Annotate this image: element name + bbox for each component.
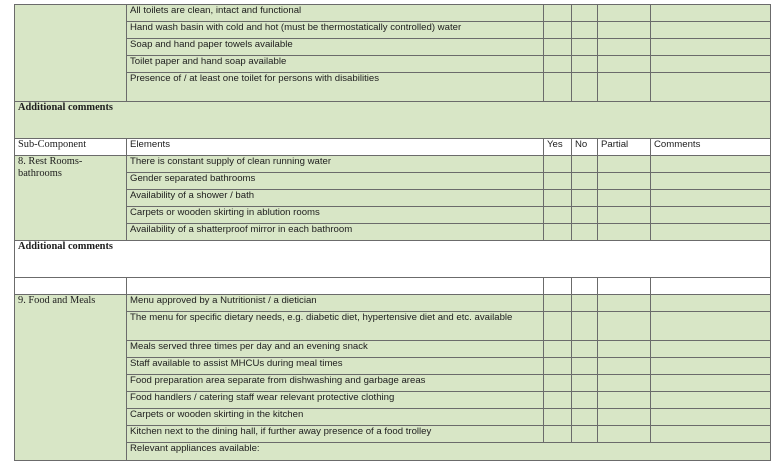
- no-cell[interactable]: [572, 156, 598, 173]
- partial-cell[interactable]: [598, 295, 651, 312]
- no-cell[interactable]: [572, 56, 598, 73]
- no-cell[interactable]: [572, 358, 598, 375]
- comments-cell[interactable]: [651, 341, 771, 358]
- additional-comments-label: Additional comments: [18, 102, 113, 113]
- table-row: [15, 409, 771, 426]
- table-row: [15, 39, 771, 56]
- comments-cell[interactable]: [651, 156, 771, 173]
- yes-cell[interactable]: [544, 39, 572, 56]
- partial-cell[interactable]: [598, 409, 651, 426]
- yes-cell[interactable]: [544, 358, 572, 375]
- comments-cell[interactable]: [651, 375, 771, 392]
- partial-cell[interactable]: [598, 358, 651, 375]
- spacer-cell: [544, 278, 572, 295]
- element-cell: Presence of / at least one toilet for persons with disabilities: [127, 73, 544, 102]
- table-row: [15, 358, 771, 375]
- yes-cell[interactable]: [544, 409, 572, 426]
- comments-cell[interactable]: [651, 39, 771, 56]
- partial-cell[interactable]: [598, 190, 651, 207]
- table-header-row: [15, 139, 771, 156]
- comments-cell[interactable]: [651, 56, 771, 73]
- yes-cell[interactable]: [544, 73, 572, 102]
- additional-comments-row: [15, 241, 771, 278]
- assessment-checklist-table: [14, 4, 771, 461]
- partial-cell[interactable]: [598, 22, 651, 39]
- table-row: [15, 190, 771, 207]
- table-row: [15, 375, 771, 392]
- yes-cell[interactable]: [544, 56, 572, 73]
- spacer-cell: [15, 278, 127, 295]
- sub-component-food: 9. Food and Meals: [15, 295, 127, 461]
- element-cell: Menu approved by a Nutritionist / a dietician: [127, 295, 544, 312]
- element-cell: Toilet paper and hand soap available: [127, 56, 544, 73]
- spacer-cell: [651, 278, 771, 295]
- comments-cell[interactable]: [651, 173, 771, 190]
- yes-cell[interactable]: [544, 173, 572, 190]
- element-cell: Relevant appliances available:: [127, 443, 771, 461]
- partial-cell[interactable]: [598, 375, 651, 392]
- element-cell: Meals served three times per day and an evening snack: [127, 341, 544, 358]
- header-elements: Elements: [127, 139, 544, 156]
- partial-cell[interactable]: [598, 39, 651, 56]
- comments-cell[interactable]: [651, 295, 771, 312]
- element-cell: Availability of a shower / bath: [127, 190, 544, 207]
- element-cell: Gender separated bathrooms: [127, 173, 544, 190]
- yes-cell[interactable]: [544, 312, 572, 341]
- yes-cell[interactable]: [544, 207, 572, 224]
- table-row: [15, 295, 771, 312]
- partial-cell[interactable]: [598, 341, 651, 358]
- partial-cell[interactable]: [598, 73, 651, 102]
- yes-cell[interactable]: [544, 375, 572, 392]
- spacer-cell: [127, 278, 544, 295]
- partial-cell[interactable]: [598, 392, 651, 409]
- element-cell: Carpets or wooden skirting in ablution rooms: [127, 207, 544, 224]
- no-cell[interactable]: [572, 224, 598, 241]
- table-row: [15, 341, 771, 358]
- comments-cell[interactable]: [651, 190, 771, 207]
- comments-cell[interactable]: [651, 426, 771, 443]
- no-cell[interactable]: [572, 5, 598, 22]
- no-cell[interactable]: [572, 73, 598, 102]
- comments-cell[interactable]: [651, 73, 771, 102]
- no-cell[interactable]: [572, 341, 598, 358]
- table-row: [15, 22, 771, 39]
- table-row: [15, 312, 771, 341]
- no-cell[interactable]: [572, 207, 598, 224]
- additional-comments-label: Additional comments: [18, 241, 113, 252]
- no-cell[interactable]: [572, 426, 598, 443]
- element-cell: Hand wash basin with cold and hot (must be thermostatically controlled) water: [127, 22, 544, 39]
- header-partial: Partial: [598, 139, 651, 156]
- element-cell: Soap and hand paper towels available: [127, 39, 544, 56]
- element-cell: Food handlers / catering staff wear relevant protective clothing: [127, 392, 544, 409]
- spacer-cell: [572, 278, 598, 295]
- element-cell: Food preparation area separate from dishwashing and garbage areas: [127, 375, 544, 392]
- yes-cell[interactable]: [544, 22, 572, 39]
- table-row: [15, 224, 771, 241]
- yes-cell[interactable]: [544, 426, 572, 443]
- sub-component-cell: [15, 5, 127, 102]
- spacer-cell: [598, 278, 651, 295]
- yes-cell[interactable]: [544, 224, 572, 241]
- no-cell[interactable]: [572, 173, 598, 190]
- comments-cell[interactable]: [651, 22, 771, 39]
- no-cell[interactable]: [572, 409, 598, 426]
- header-comments: Comments: [651, 139, 771, 156]
- comments-cell[interactable]: [651, 224, 771, 241]
- partial-cell[interactable]: [598, 312, 651, 341]
- table-row: [15, 443, 771, 461]
- table-row: [15, 56, 771, 73]
- partial-cell[interactable]: [598, 224, 651, 241]
- additional-comments-cell[interactable]: [15, 102, 771, 139]
- table-row: [15, 392, 771, 409]
- header-no: No: [572, 139, 598, 156]
- table-row: [15, 156, 771, 173]
- table-row: [15, 5, 771, 22]
- yes-cell[interactable]: [544, 295, 572, 312]
- comments-cell[interactable]: [651, 392, 771, 409]
- element-cell: The menu for specific dietary needs, e.g. diabetic diet, hypertensive diet and etc. available: [127, 312, 544, 341]
- partial-cell[interactable]: [598, 56, 651, 73]
- no-cell[interactable]: [572, 39, 598, 56]
- element-cell: There is constant supply of clean running water: [127, 156, 544, 173]
- yes-cell[interactable]: [544, 190, 572, 207]
- no-cell[interactable]: [572, 312, 598, 341]
- additional-comments-row: [15, 102, 771, 139]
- yes-cell[interactable]: [544, 5, 572, 22]
- partial-cell[interactable]: [598, 156, 651, 173]
- element-cell: Carpets or wooden skirting in the kitchen: [127, 409, 544, 426]
- comments-cell[interactable]: [651, 5, 771, 22]
- table-row: [15, 173, 771, 190]
- comments-cell[interactable]: [651, 409, 771, 426]
- spacer-row: [15, 278, 771, 295]
- no-cell[interactable]: [572, 295, 598, 312]
- no-cell[interactable]: [572, 22, 598, 39]
- element-cell: Kitchen next to the dining hall, if further away presence of a food trolley: [127, 426, 544, 443]
- partial-cell[interactable]: [598, 5, 651, 22]
- element-cell: All toilets are clean, intact and functional: [127, 5, 544, 22]
- comments-cell[interactable]: [651, 358, 771, 375]
- comments-cell[interactable]: [651, 207, 771, 224]
- yes-cell[interactable]: [544, 341, 572, 358]
- element-cell: Staff available to assist MHCUs during meal times: [127, 358, 544, 375]
- table-row: [15, 426, 771, 443]
- header-yes: Yes: [544, 139, 572, 156]
- yes-cell[interactable]: [544, 392, 572, 409]
- element-cell: Availability of a shatterproof mirror in each bathroom: [127, 224, 544, 241]
- partial-cell[interactable]: [598, 173, 651, 190]
- partial-cell[interactable]: [598, 207, 651, 224]
- partial-cell[interactable]: [598, 426, 651, 443]
- header-sub-component: Sub-Component: [15, 139, 127, 156]
- no-cell[interactable]: [572, 190, 598, 207]
- additional-comments-cell[interactable]: [15, 241, 771, 278]
- table-row: [15, 207, 771, 224]
- sub-component-rest-rooms: 8. Rest Rooms-bathrooms: [15, 156, 127, 241]
- no-cell[interactable]: [572, 392, 598, 409]
- comments-cell[interactable]: [651, 312, 771, 341]
- table-row: [15, 73, 771, 102]
- yes-cell[interactable]: [544, 156, 572, 173]
- no-cell[interactable]: [572, 375, 598, 392]
